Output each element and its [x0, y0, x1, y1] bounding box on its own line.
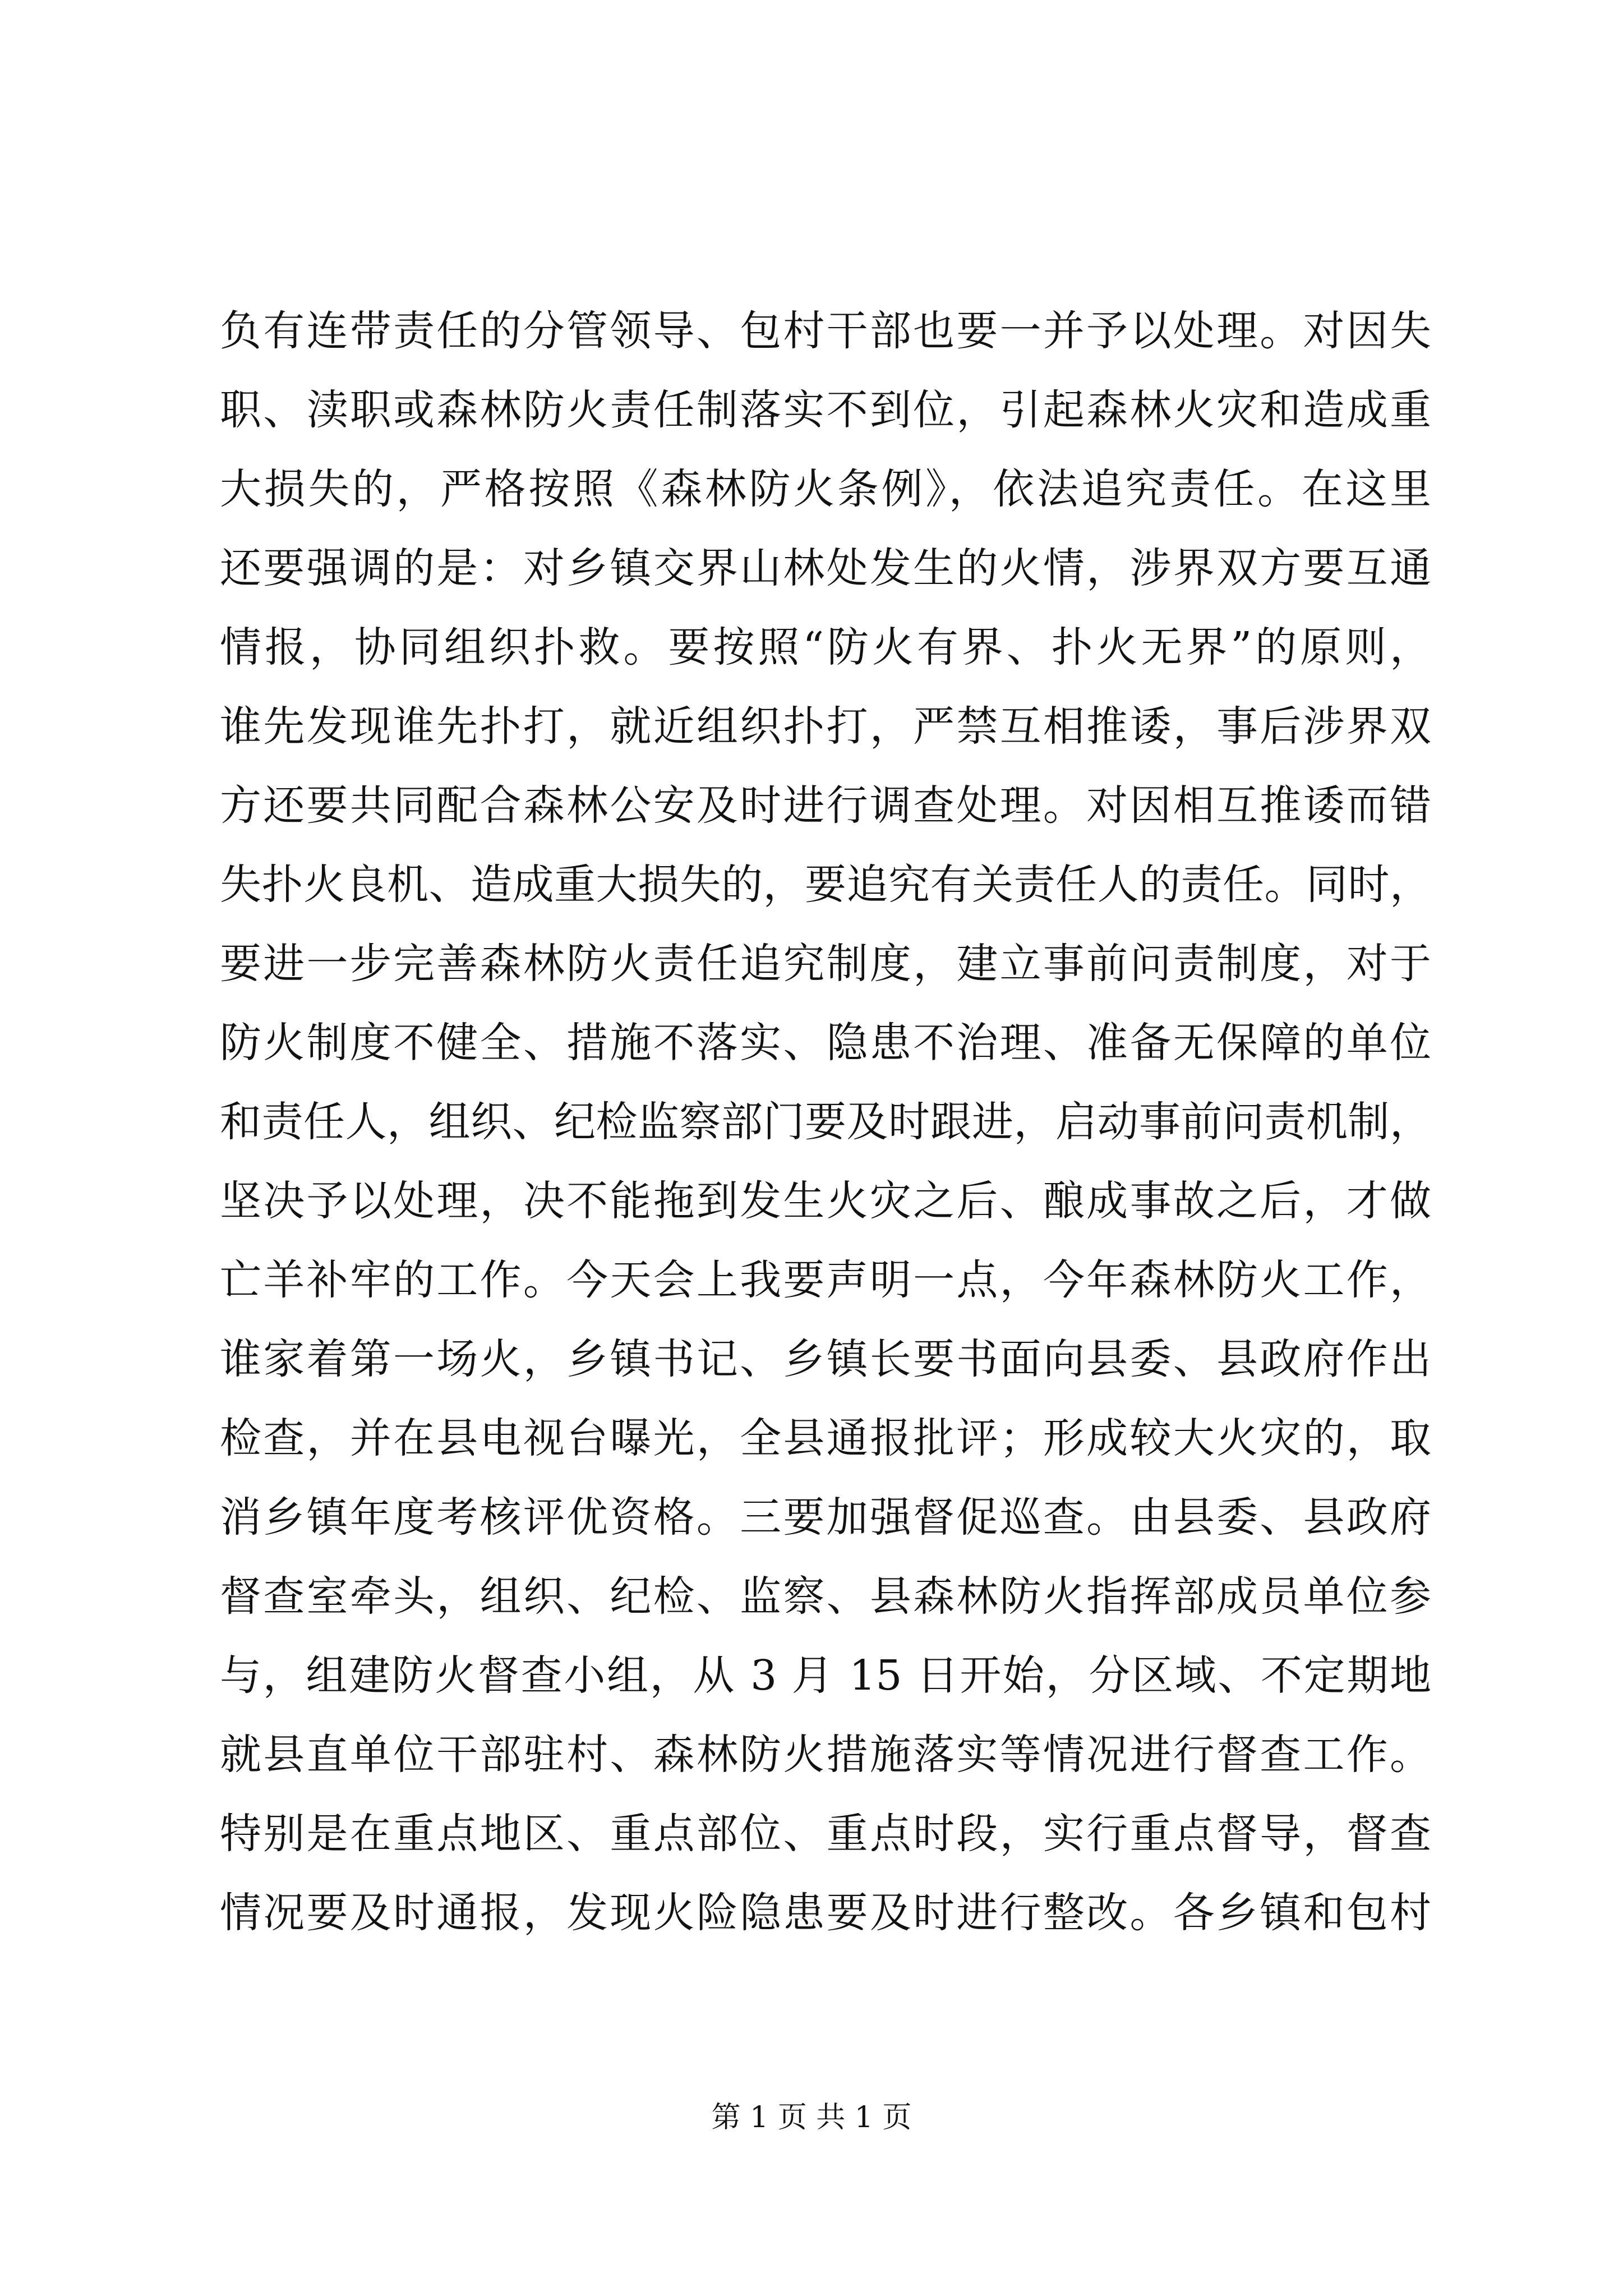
text-line: 情报，协同组织扑救。要按照“防火有界、扑火无界”的原则， — [220, 623, 1431, 671]
text-line: 谁先发现谁先扑打，就近组织扑打，严禁互相推诿，事后涉界双 — [220, 702, 1431, 751]
text-line: 要进一步完善森林防火责任追究制度，建立事前问责制度，对于 — [220, 940, 1431, 988]
text-line: 大损失的，严格按照《森林防火条例》，依法追究责任。在这里 — [220, 465, 1431, 513]
text-line: 特别是在重点地区、重点部位、重点时段，实行重点督导，督查 — [220, 1810, 1431, 1858]
text-line: 和责任人，组织、纪检监察部门要及时跟进，启动事前问责机制， — [220, 1098, 1431, 1146]
text-line: 方还要共同配合森林公安及时进行调查处理。对因相互推诿而错 — [220, 781, 1431, 830]
text-line: 防火制度不健全、措施不落实、隐患不治理、准备无保障的单位 — [220, 1019, 1431, 1067]
text-line: 督查室牵头，组织、纪检、监察、县森林防火指挥部成员单位参 — [220, 1572, 1431, 1621]
text-line: 谁家着第一场火，乡镇书记、乡镇长要书面向县委、县政府作出 — [220, 1335, 1431, 1383]
text-line: 消乡镇年度考核评优资格。三要加强督促巡查。由县委、县政府 — [220, 1493, 1431, 1542]
text-line: 情况要及时通报，发现火险隐患要及时进行整改。各乡镇和包村 — [220, 1889, 1431, 1937]
text-line: 还要强调的是：对乡镇交界山林处发生的火情，涉界双方要互通 — [220, 544, 1431, 592]
text-line: 失扑火良机、造成重大损失的，要追究有关责任人的责任。同时， — [220, 861, 1431, 909]
body-text — [220, 292, 1431, 1953]
text-line: 与，组建防火督查小组，从 3 月 15 日开始，分区域、不定期地 — [220, 1651, 1431, 1700]
page-footer: 第 1 页 共 1 页 — [711, 2101, 912, 2134]
text-line: 坚决予以处理，决不能拖到发生火灾之后、酿成事故之后，才做 — [220, 1177, 1431, 1225]
text-line: 就县直单位干部驻村、森林防火措施落实等情况进行督查工作。 — [220, 1731, 1431, 1779]
text-line: 检查，并在县电视台曝光，全县通报批评；形成较大火灾的，取 — [220, 1414, 1431, 1462]
text-line: 负有连带责任的分管领导、包村干部也要一并予以处理。对因失 — [220, 307, 1431, 355]
text-line: 亡羊补牢的工作。今天会上我要声明一点，今年森林防火工作， — [220, 1256, 1431, 1304]
text-line: 职、渎职或森林防火责任制落实不到位，引起森林火灾和造成重 — [220, 386, 1431, 434]
